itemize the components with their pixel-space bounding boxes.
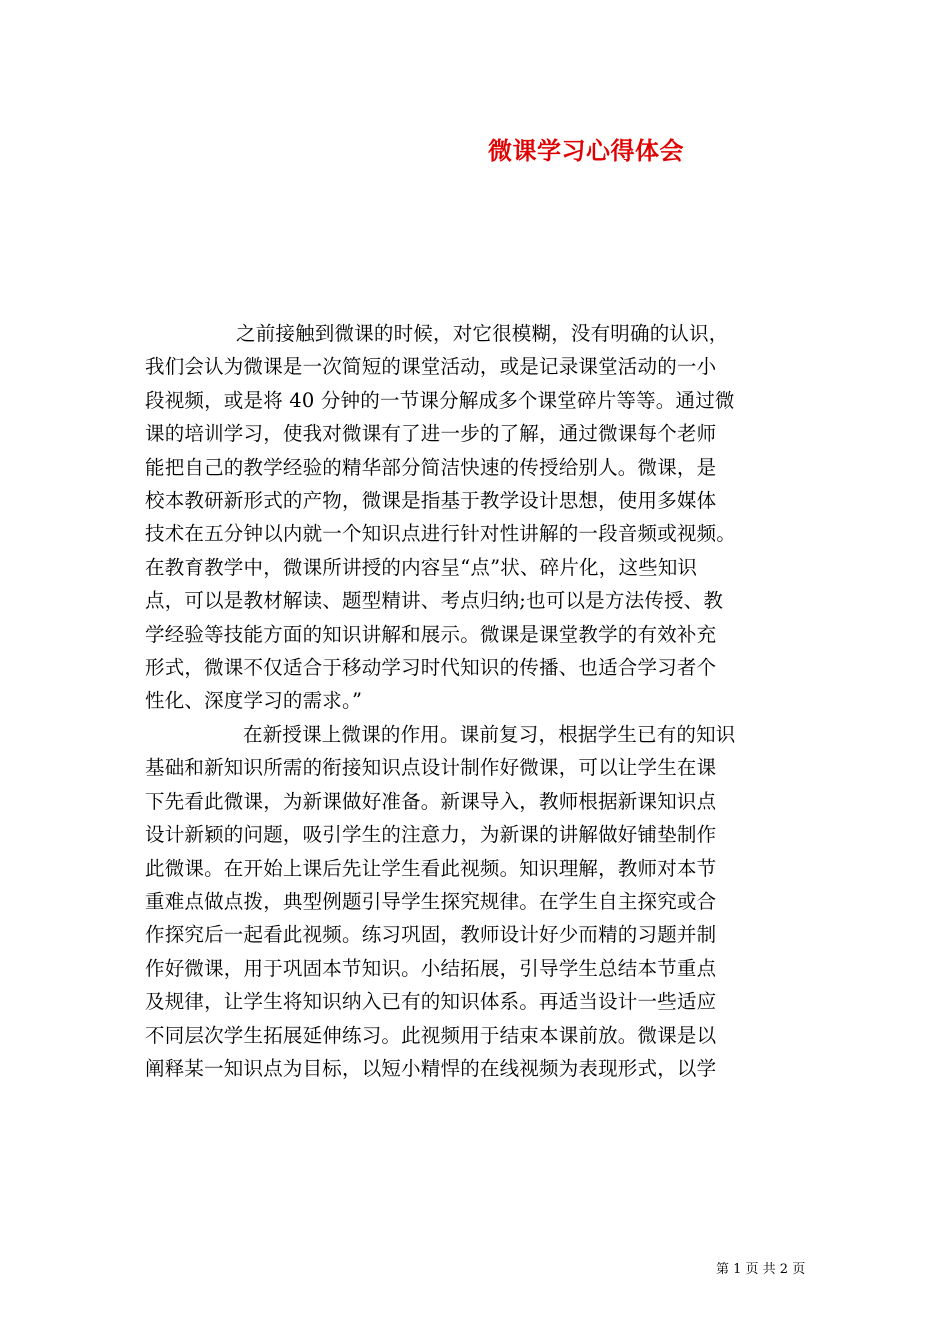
document-body [145, 317, 825, 1085]
page-number-footer: 第 1 页 共 2 页 [716, 1262, 806, 1277]
text-line: 之前接触到微课的时候，对它很模糊，没有明确的认识， [236, 322, 729, 345]
text-line: 作好微课，用于巩固本节知识。小结拓展，引导学生总结本节重点 [145, 956, 717, 980]
text-line: 阐释某一知识点为目标，以短小精悍的在线视频为表现形式，以学 [145, 1056, 717, 1080]
text-line: 在新授课上微课的作用。课前复习，根据学生已有的知识 [243, 722, 736, 746]
text-line: 不同层次学生拓展延伸练习。此视频用于结束本课前放。微课是以 [145, 1023, 717, 1047]
text-line: 作探究后一起看此视频。练习巩固，教师设计好少而精的习题并制 [145, 923, 717, 947]
text-line: 基础和新知识所需的衔接知识点设计制作好微课，可以让学生在课 [145, 756, 717, 780]
text-line: 技术在五分钟以内就一个知识点进行针对性讲解的一段音频或视频。 [145, 522, 737, 546]
text-line: 设计新颖的问题，吸引学生的注意力，为新课的讲解做好铺垫制作 [145, 823, 717, 847]
text-line: 点，可以是教材解读、题型精讲、考点归纳;也可以是方法传授、教 [145, 589, 724, 613]
text-line: 此微课。在开始上课后先让学生看此视频。知识理解，教师对本节 [145, 856, 717, 880]
text-line: 学经验等技能方面的知识讲解和展示。微课是课堂教学的有效补充 [145, 622, 717, 646]
paragraph-2 [145, 718, 825, 1085]
page-title: 微课学习心得体会 [488, 136, 684, 165]
text-line: 形式，微课不仅适合于移动学习时代知识的传播、也适合学习者个 [145, 656, 717, 680]
text-line: 能把自己的教学经验的精华部分简洁快速的传授给别人。微课，是 [145, 455, 717, 479]
text-line: 在教育教学中，微课所讲授的内容呈“点”状、碎片化，这些知识 [145, 555, 698, 579]
text-line: 我们会认为微课是一次简短的课堂活动，或是记录课堂活动的一小 [145, 355, 717, 379]
text-line: 重难点做点拨，典型例题引导学生探究规律。在学生自主探究或合 [145, 889, 717, 913]
text-line: 课的培训学习，使我对微课有了进一步的了解，通过微课每个老师 [145, 422, 717, 446]
text-line: 段视频，或是将 40 分钟的一节课分解成多个课堂碎片等等。通过微 [145, 388, 735, 412]
text-line: 下先看此微课，为新课做好准备。新课导入，教师根据新课知识点 [145, 789, 717, 813]
text-line: 及规律，让学生将知识纳入已有的知识体系。再适当设计一些适应 [145, 990, 717, 1014]
text-line: 校本教研新形式的产物，微课是指基于教学设计思想，使用多媒体 [145, 489, 717, 513]
paragraph-1 [145, 317, 825, 718]
text-line: 性化、深度学习的需求。” [145, 689, 363, 713]
